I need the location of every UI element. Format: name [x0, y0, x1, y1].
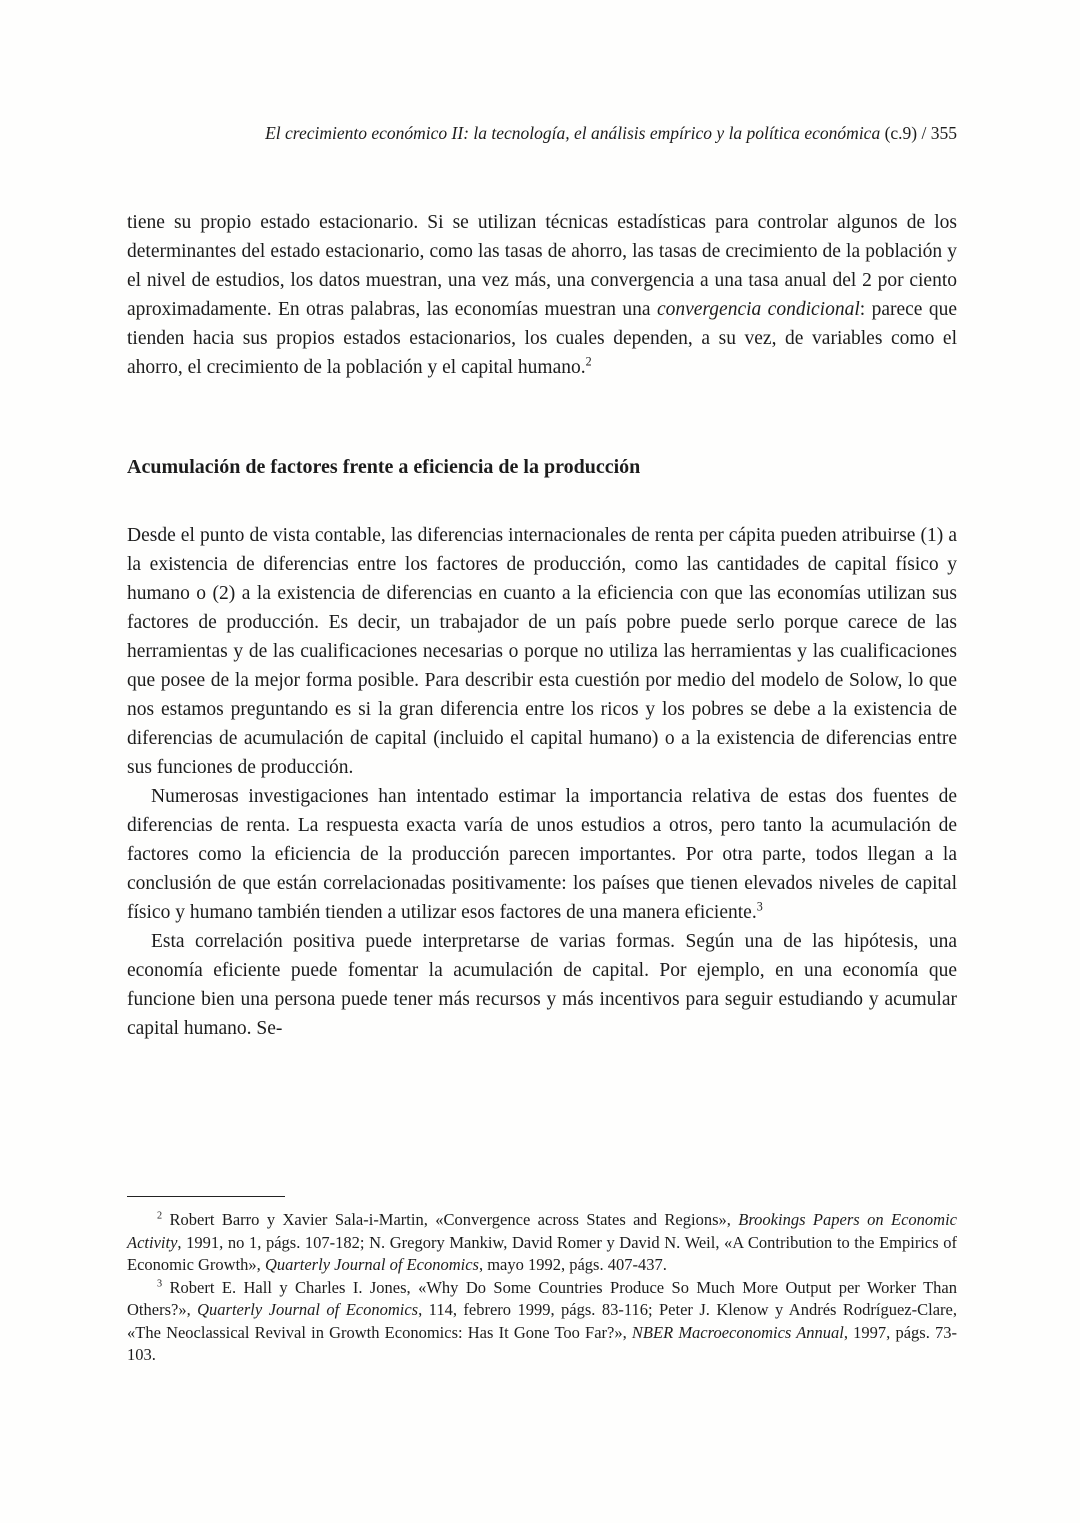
footnote: $^3$ Robert E. Hall y Charles I. Jones, «Why Do Some Countries Produce So Much More Output per Worker Than Others?», Quarterly Journal of Economics, 114, febrero 1999, págs. 83-116; Peter J. Klenow y Andrés Rodríguez-Clare, «The Neoclassical Revival in Growth Economics: Has It Gone Too Far?», NBER Macroeconomics Annual, 1997, págs. 73-103.	[127, 1277, 957, 1364]
section-heading: Acumulación de factores frente a eficiencia de la producción	[127, 456, 641, 478]
running-header: El crecimiento económico II: la tecnología, el análisis empírico y la política económica (c.9) / 355	[265, 123, 957, 143]
body-paragraph-lead: tiene su propio estado estacionario. Si se utilizan técnicas estadísticas para controlar algunos de los determinantes del estado estacionario, como las tasas de ahorro, las tasas de crecimiento de la población y el nivel de estudios, los datos muestran, una vez más, una convergencia a una tasa anual del 2 por ciento aproximadamente. En otras palabras, las economías muestran una convergencia condicional: parece que tienden hacia sus propios estados estacionarios, los cuales dependen, a su vez, de variables como el ahorro, el crecimiento de la población y el capital humano.$^2$	[127, 212, 958, 378]
body-paragraph: Numerosas investigaciones han intentado estimar la importancia relativa de estas dos fuentes de diferencias de renta. La respuesta exacta varía de unos estudios a otros, pero tanto la acumulación de factores como la eficiencia de la producción parecen importantes. Por otra parte, todos llegan a la conclusión de que están correlacionadas positivamente: los países que tienen elevados niveles de capital físico y humano también tienden a utilizar esos factores de una manera eficiente.$^3$	[127, 786, 957, 923]
body-paragraph: Esta correlación positiva puede interpretarse de varias formas. Según una de las hipótesis, una economía eficiente puede fomentar la acumulación de capital. Por ejemplo, en una economía que funcione bien una persona puede tener más recursos y más incentivos para seguir estudiando y acumular capital humano. Se-	[127, 931, 957, 1039]
page-content	[127, 122, 957, 1043]
footnote-rule	[127, 1196, 285, 1197]
footnote-block	[127, 1196, 957, 1367]
footnote: $^2$ Robert Barro y Xavier Sala-i-Martin, «Convergence across States and Regions», Brookings Papers on Economic Activity, 1991, no 1, págs. 107-182; N. Gregory Mankiw, David Romer y David N. Weil, «A Contribution to the Empirics of Economic Growth», Quarterly Journal of Economics, mayo 1992, págs. 407-437.	[127, 1210, 957, 1274]
body-paragraph: Desde el punto de vista contable, las diferencias internacionales de renta per cápita pueden atribuirse (1) a la existencia de diferencias entre los factores de producción, como las cantidades de capital físico y humano o (2) a la existencia de diferencias en cuanto a la eficiencia con que las economías utilizan sus factores de producción. Es decir, un trabajador de un país pobre puede serlo porque carece de las herramientas y de las cualificaciones necesarias o porque no utiliza las herramientas y las cualificaciones que posee de la mejor forma posible. Para describir esta cuestión por medio del modelo de Solow, lo que nos estamos preguntando es si la gran diferencia entre los ricos y los pobres se debe a la existencia de diferencias de acumulación de capital (incluido el capital humano) o a la existencia de diferencias entre sus funciones de producción.	[127, 525, 957, 778]
